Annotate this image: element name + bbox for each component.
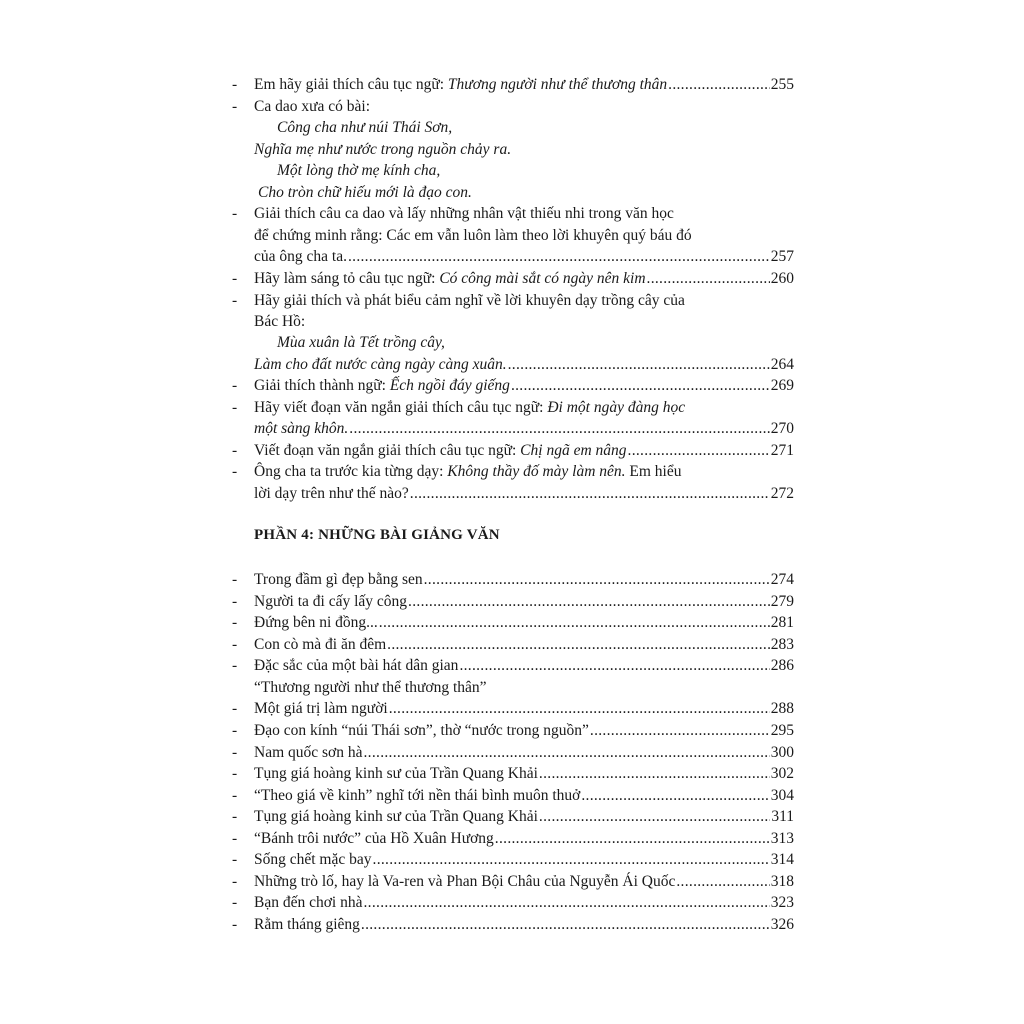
toc-entry: - Ca dao xưa có bài: — [232, 98, 371, 115]
leader-dots — [459, 655, 769, 677]
leader-dots — [379, 612, 770, 634]
leader-dots — [373, 849, 770, 871]
toc-entry: - Giải thích câu ca dao và lấy những nhân vật thiếu nhi trong văn học — [232, 205, 674, 222]
entry-title: Những trò lố, hay là Va-ren và Phan Bội Châu của Nguyễn Ái Quốc — [254, 873, 676, 890]
toc-entry — [232, 892, 794, 914]
page-number: 304 — [770, 787, 794, 804]
section-heading: PHẦN 4: NHỮNG BÀI GIẢNG VĂN — [254, 527, 500, 543]
toc-entry — [232, 742, 794, 764]
toc-entry — [232, 698, 794, 720]
toc-entry: - Ông cha ta trước kia từng dạy: Không thầy đố mày làm nên. Em hiểu — [232, 463, 682, 480]
page-number: 288 — [770, 700, 794, 717]
entry-title: Tụng giá hoàng kinh sư của Trần Quang Khải — [254, 765, 538, 782]
leader-dots — [590, 720, 770, 742]
entry-title: Đạo con kính “núi Thái sơn”, thờ “nước trong nguồn” — [254, 722, 589, 739]
toc-entry — [232, 785, 794, 807]
bullet: - — [232, 657, 238, 674]
verse-line: Công cha như núi Thái Sơn, — [277, 119, 453, 136]
page-number: 257 — [770, 248, 794, 265]
page-number: 264 — [770, 356, 794, 373]
toc-entry — [232, 720, 794, 742]
leader-dots — [424, 569, 770, 591]
toc-entry — [232, 849, 794, 871]
bullet: - — [232, 808, 238, 825]
entry-title: Một giá trị làm người — [254, 700, 388, 717]
entry-title: Trong đầm gì đẹp bằng sen — [254, 571, 423, 588]
toc-entry — [232, 871, 794, 893]
entry-title: “Theo giá về kinh” nghĩ tới nền thái bình muôn thuở — [254, 787, 581, 804]
entry-title: “Thương người như thể thương thân” — [254, 679, 487, 696]
entry-title: Con cò mà đi ăn đêm — [254, 636, 387, 653]
leader-dots — [581, 785, 769, 807]
toc-entry — [232, 806, 794, 828]
page-number: 318 — [770, 873, 794, 890]
toc-entry — [232, 655, 794, 677]
toc-entry — [232, 914, 794, 936]
page-number: 311 — [771, 808, 794, 825]
entry-title: Sống chết mặc bay — [254, 851, 372, 868]
bullet: - — [232, 636, 238, 653]
leader-dots — [539, 806, 770, 828]
toc-entry — [232, 591, 794, 613]
entry-title: “Bánh trôi nước” của Hồ Xuân Hương — [254, 830, 494, 847]
toc-entry: - Viết đoạn văn ngắn giải thích câu tục ngữ: Chị ngã em nâng ..... 271 — [232, 440, 794, 462]
bullet: - — [232, 765, 238, 782]
entry-title: Nam quốc sơn hà — [254, 744, 363, 761]
page-number: 270 — [770, 420, 794, 437]
toc-entry — [232, 569, 794, 591]
page-number: 272 — [770, 485, 794, 502]
book-page: - Em hãy giải thích câu tục ngữ: Thương người như thể thương thân ..... 255 - Ca dao xưa có bài: Công cha như núi Thái Sơn, Nghĩa mẹ như nước trong nguồn chảy ra. Một lòng thờ mẹ kính cha, Cho tròn chữ hiếu mới là đạo con. - Giải thích câu ca dao và lấy những nhân vật thiếu nhi trong văn học để chứng minh rằng: Các em vẫn luôn làm theo lời khuyên quý báu đó của ông cha ta. ..... 257 - Hãy làm sáng tỏ câu tục ngữ: Có công mài sắt có ngày nên kim ..... 260 - Hãy giải thích và phát biểu cảm nghĩ về lời khuyên dạy trồng cây của Bác Hồ: Mùa xuân là Tết trồng cây, Làm cho đất nước càng ngày càng xuân. ..... 264 - Giải thích thành ngữ: Ếch ngồi đáy giếng ..... 269 - Hãy viết đoạn văn ngắn giải thích câu tục ngữ: Đi một ngày đàng học một sàng khôn. ..... 270 - Viết đoạn văn ngắn giải thích câu tục ngữ: Chị ngã em nâng ..... 271 - Ông cha ta trước kia từng dạy: Không thầy đố mày làm nên. Em hiểu lời dạy trên như thế nào? ..... 272 PHẦN 4: NHỮNG BÀI GIẢNG VĂN - Trong đầm gì đẹp bằng sen ..... 274 - Người ta đi cấy lấy công ..... 279 - Đứng bên ni đồng... ..... 281 - Con cò mà đi ăn đêm ..... 283 - Đặc sắc của một bài hát dân gian ..... 286 “Thương người như thể thương thân” - Một giá trị làm người ..... 288 - Đạo con kính “núi Thái sơn”, thờ “nước trong nguồn” ..... 295 - Nam quốc sơn hà ..... 300 - Tụng giá hoàng kinh sư của Trần Quang Khải ..... 302 - “Theo giá về kinh” nghĩ tới nền thái bình muôn thuở ..... 304 - Tụng giá hoàng kinh sư của Trần Quang Khải ..... 311 - “Bánh trôi nước” của Hồ Xuân Hương ..... 313 - Sống chết mặc bay ..... 314 - Những trò lố, hay là Va-ren và Phan Bội Châu của Nguyễn Ái Quốc ..... 318 - Bạn đến chơi nhà ..... 323 - Rằm tháng giêng ..... 326 — [0, 0, 1024, 1024]
bullet: - — [232, 571, 238, 588]
entry-title: Người ta đi cấy lấy công — [254, 593, 408, 610]
page-number: 279 — [770, 593, 794, 610]
bullet: - — [232, 614, 238, 631]
page-number: 302 — [770, 765, 794, 782]
page-number: 295 — [770, 722, 794, 739]
toc-entry: - Hãy làm sáng tỏ câu tục ngữ: Có công mài sắt có ngày nên kim ..... 260 — [232, 268, 794, 290]
leader-dots — [364, 742, 770, 764]
page-number: 269 — [770, 377, 794, 394]
page-number: 323 — [770, 894, 794, 911]
page-number: 314 — [770, 851, 794, 868]
leader-dots — [539, 763, 770, 785]
entry-title: Đứng bên ni đồng... — [254, 614, 378, 631]
leader-dots — [389, 698, 770, 720]
leader-dots — [668, 74, 770, 96]
page-number: 274 — [770, 571, 794, 588]
page-number: 313 — [770, 830, 794, 847]
page-number: 260 — [770, 270, 794, 287]
entry-title: Đặc sắc của một bài hát dân gian — [254, 657, 459, 674]
toc-entry: - Em hãy giải thích câu tục ngữ: Thương người như thể thương thân ..... 255 — [232, 74, 794, 96]
page-number: 255 — [770, 76, 794, 93]
bullet: - — [232, 830, 238, 847]
toc-entry — [232, 634, 794, 656]
toc-entry — [232, 763, 794, 785]
toc-entry — [232, 828, 794, 850]
leader-dots — [364, 892, 770, 914]
toc-entry: - Hãy viết đoạn văn ngắn giải thích câu tục ngữ: Đi một ngày đàng học — [232, 399, 686, 416]
page-number: 286 — [770, 657, 794, 674]
leader-dots — [676, 871, 769, 893]
leader-dots — [361, 914, 770, 936]
leader-dots — [387, 634, 770, 656]
bullet: - — [232, 744, 238, 761]
entry-title: Tụng giá hoàng kinh sư của Trần Quang Khải — [254, 808, 538, 825]
toc-entry: - Hãy giải thích và phát biểu cảm nghĩ về lời khuyên dạy trồng cây của — [232, 292, 685, 309]
page-number: 281 — [770, 614, 794, 631]
page-number: 300 — [770, 744, 794, 761]
leader-dots — [495, 828, 770, 850]
verse-line: Mùa xuân là Tết trồng cây, — [277, 334, 445, 351]
bullet: - — [232, 700, 238, 717]
page-number: 271 — [770, 442, 794, 459]
page-number: 283 — [770, 636, 794, 653]
verse-line: Một lòng thờ mẹ kính cha, — [277, 162, 441, 179]
bullet: - — [232, 787, 238, 804]
verse-line: Cho tròn chữ hiếu mới là đạo con. — [258, 184, 472, 201]
bullet: - — [232, 851, 238, 868]
bullet: - — [232, 722, 238, 739]
entry-title: Bạn đến chơi nhà — [254, 894, 363, 911]
bullet: - — [232, 916, 238, 933]
entry-title: Rằm tháng giêng — [254, 916, 360, 933]
toc-entry — [232, 677, 794, 699]
page-number: 326 — [770, 916, 794, 933]
toc-entry: - Giải thích thành ngữ: Ếch ngồi đáy giếng ..... 269 — [232, 375, 794, 397]
toc-entry — [232, 612, 794, 634]
verse-line: Nghĩa mẹ như nước trong nguồn chảy ra. — [254, 141, 512, 158]
bullet: - — [232, 894, 238, 911]
leader-dots — [408, 591, 770, 613]
bullet: - — [232, 593, 238, 610]
bullet: - — [232, 76, 238, 93]
bullet: - — [232, 873, 238, 890]
